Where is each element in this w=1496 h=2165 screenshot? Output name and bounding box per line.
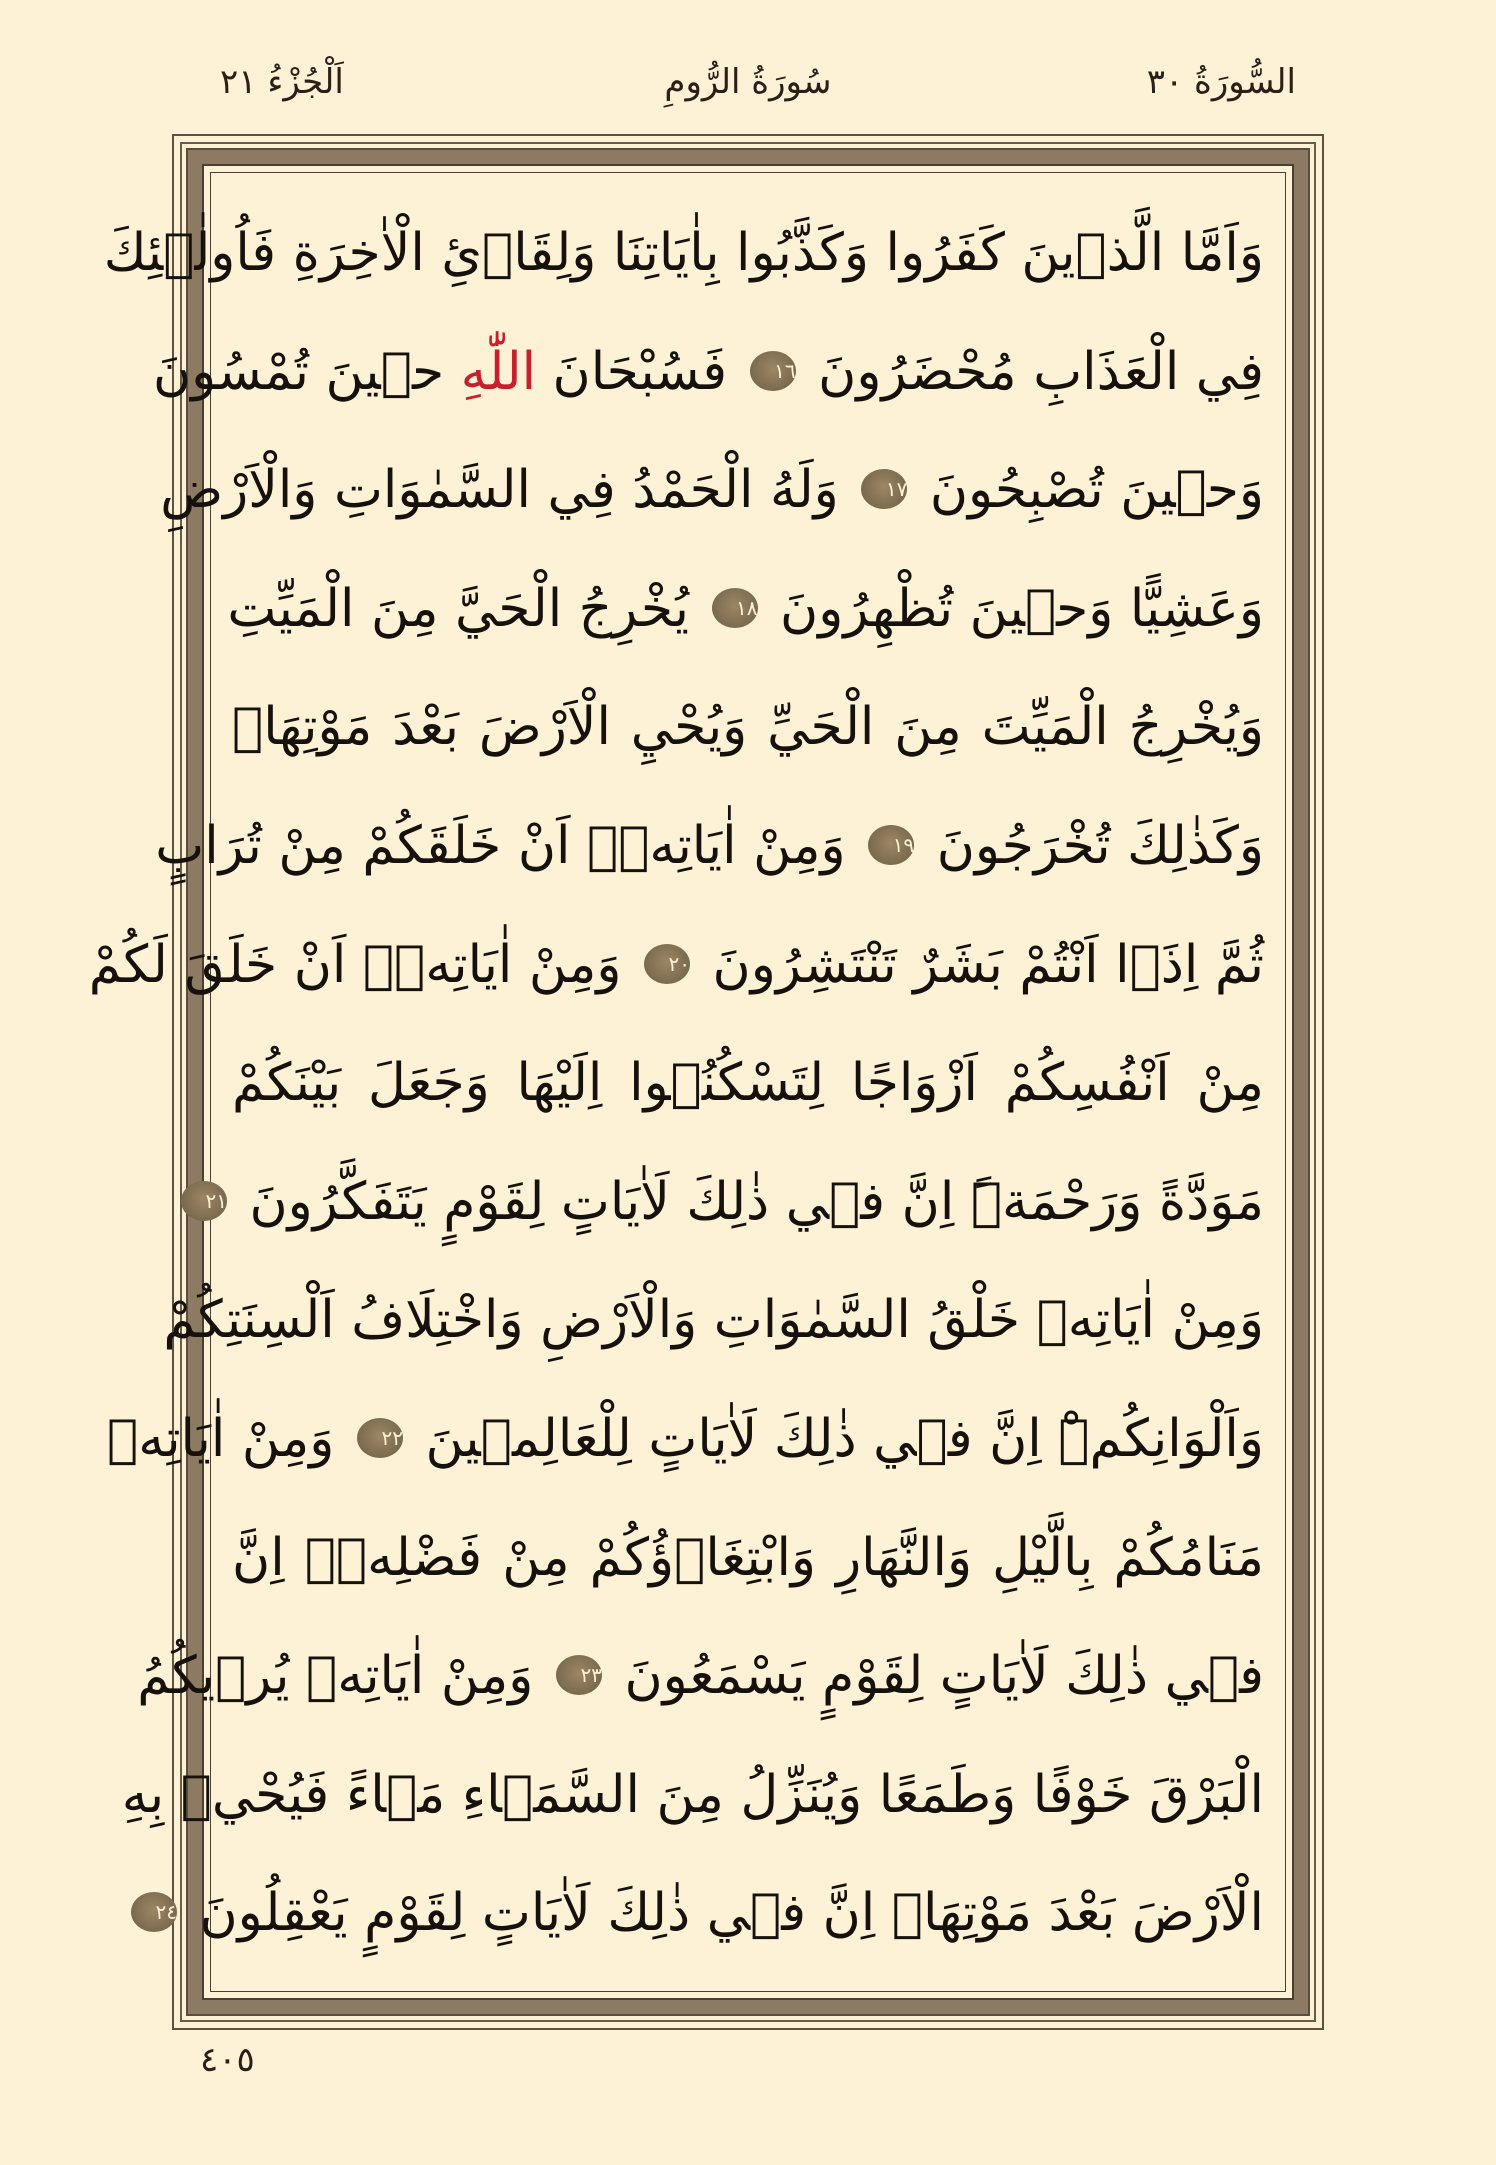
allah-word: اللّٰهِ (460, 341, 537, 402)
quran-text-block (88, 194, 1264, 1974)
text-line-6: وَكَذٰلِكَ تُخْرَجُونَ ١٩ وَمِنْ اٰيَاتِهٖۤ اَنْ خَلَقَكُمْ مِنْ تُرَابٍ (155, 815, 1264, 876)
ayah-marker-19: ١٩ (868, 825, 914, 865)
page-header (0, 62, 1496, 132)
text-line-1: وَاَمَّا الَّذٖينَ كَفَرُوا وَكَذَّبُوا بِاٰيَاتِنَا وَلِقَاۤئِ الْاٰخِرَةِ فَاُولٰۤئِكَ (103, 223, 1264, 283)
text-line-8: مِنْ اَنْفُسِكُمْ اَزْوَاجًا لِتَسْكُنُۤوا اِلَيْهَا وَجَعَلَ بَيْنَكُمْ (232, 1053, 1264, 1114)
text-line-11: وَاَلْوَانِكُمْۜ اِنَّ فٖي ذٰلِكَ لَاٰيَاتٍ لِلْعَالِمٖينَ ٢٢ وَمِنْ اٰيَاتِهٖ (107, 1408, 1264, 1469)
text-line-14: الْبَرْقَ خَوْفًا وَطَمَعًا وَيُنَزِّلُ مِنَ السَّمَۤاءِ مَۤاءً فَيُحْيٖ بِهِ (121, 1764, 1264, 1825)
text-line-5: وَيُخْرِجُ الْمَيِّتَ مِنَ الْحَيِّ وَيُحْيِ الْاَرْضَ بَعْدَ مَوْتِهَاۜ (232, 697, 1264, 758)
text-line-12: مَنَامُكُمْ بِالَّيْلِ وَالنَّهَارِ وَابْتِغَاۤؤُكُمْ مِنْ فَضْلِهٖۜ اِنَّ (232, 1527, 1264, 1588)
surah-number: السُّورَةُ ٣٠ (1146, 62, 1296, 102)
text-line-2: فِي الْعَذَابِ مُحْضَرُونَ ١٦ فَسُبْحَانَ اللّٰهِ حٖينَ تُمْسُونَ (152, 341, 1264, 402)
text-line-10: وَمِنْ اٰيَاتِهٖ خَلْقُ السَّمٰوَاتِ وَالْاَرْضِ وَاخْتِلَافُ اَلْسِنَتِكُمْ (163, 1290, 1264, 1351)
page-number: ٤٠٥ (200, 2040, 255, 2080)
ayah-marker-24: ٢٤ (131, 1892, 177, 1932)
ayah-marker-18: ١٨ (712, 588, 758, 628)
text-line-4: وَعَشِيًّا وَحٖينَ تُظْهِرُونَ ١٨ يُخْرِجُ الْحَيَّ مِنَ الْمَيِّتِ (227, 578, 1264, 639)
ayah-marker-16: ١٦ (750, 351, 796, 391)
ayah-marker-23: ٢٣ (556, 1655, 602, 1695)
text-line-9: مَوَدَّةً وَرَحْمَةًۜ اِنَّ فٖي ذٰلِكَ لَاٰيَاتٍ لِقَوْمٍ يَتَفَكَّرُونَ ٢١ (232, 1143, 1264, 1262)
ayah-marker-22: ٢٢ (357, 1418, 403, 1458)
text-line-15: الْاَرْضَ بَعْدَ مَوْتِهَاۜ اِنَّ فٖي ذٰلِكَ لَاٰيَاتٍ لِقَوْمٍ يَعْقِلُونَ ٢٤ (232, 1854, 1264, 1973)
ayah-marker-20: ٢٠ (644, 944, 690, 984)
ayah-marker-17: ١٧ (861, 469, 907, 509)
text-line-3: وَحٖينَ تُصْبِحُونَ ١٧ وَلَهُ الْحَمْدُ فِي السَّمٰوَاتِ وَالْاَرْضِ (160, 460, 1264, 521)
surah-name: سُورَةُ الرُّومِ (664, 62, 832, 102)
juz-label: اَلْجُزْءُ ٢١ (220, 62, 344, 102)
text-line-13: فٖي ذٰلِكَ لَاٰيَاتٍ لِقَوْمٍ يَسْمَعُونَ ٢٣ وَمِنْ اٰيَاتِهٖ يُرٖيكُمُ (137, 1646, 1264, 1707)
ayah-marker-21: ٢١ (181, 1181, 227, 1221)
text-line-7: ثُمَّ اِذَۤا اَنْتُمْ بَشَرٌ تَنْتَشِرُونَ ٢٠ وَمِنْ اٰيَاتِهٖۤ اَنْ خَلَقَ لَكُمْ (88, 934, 1264, 995)
